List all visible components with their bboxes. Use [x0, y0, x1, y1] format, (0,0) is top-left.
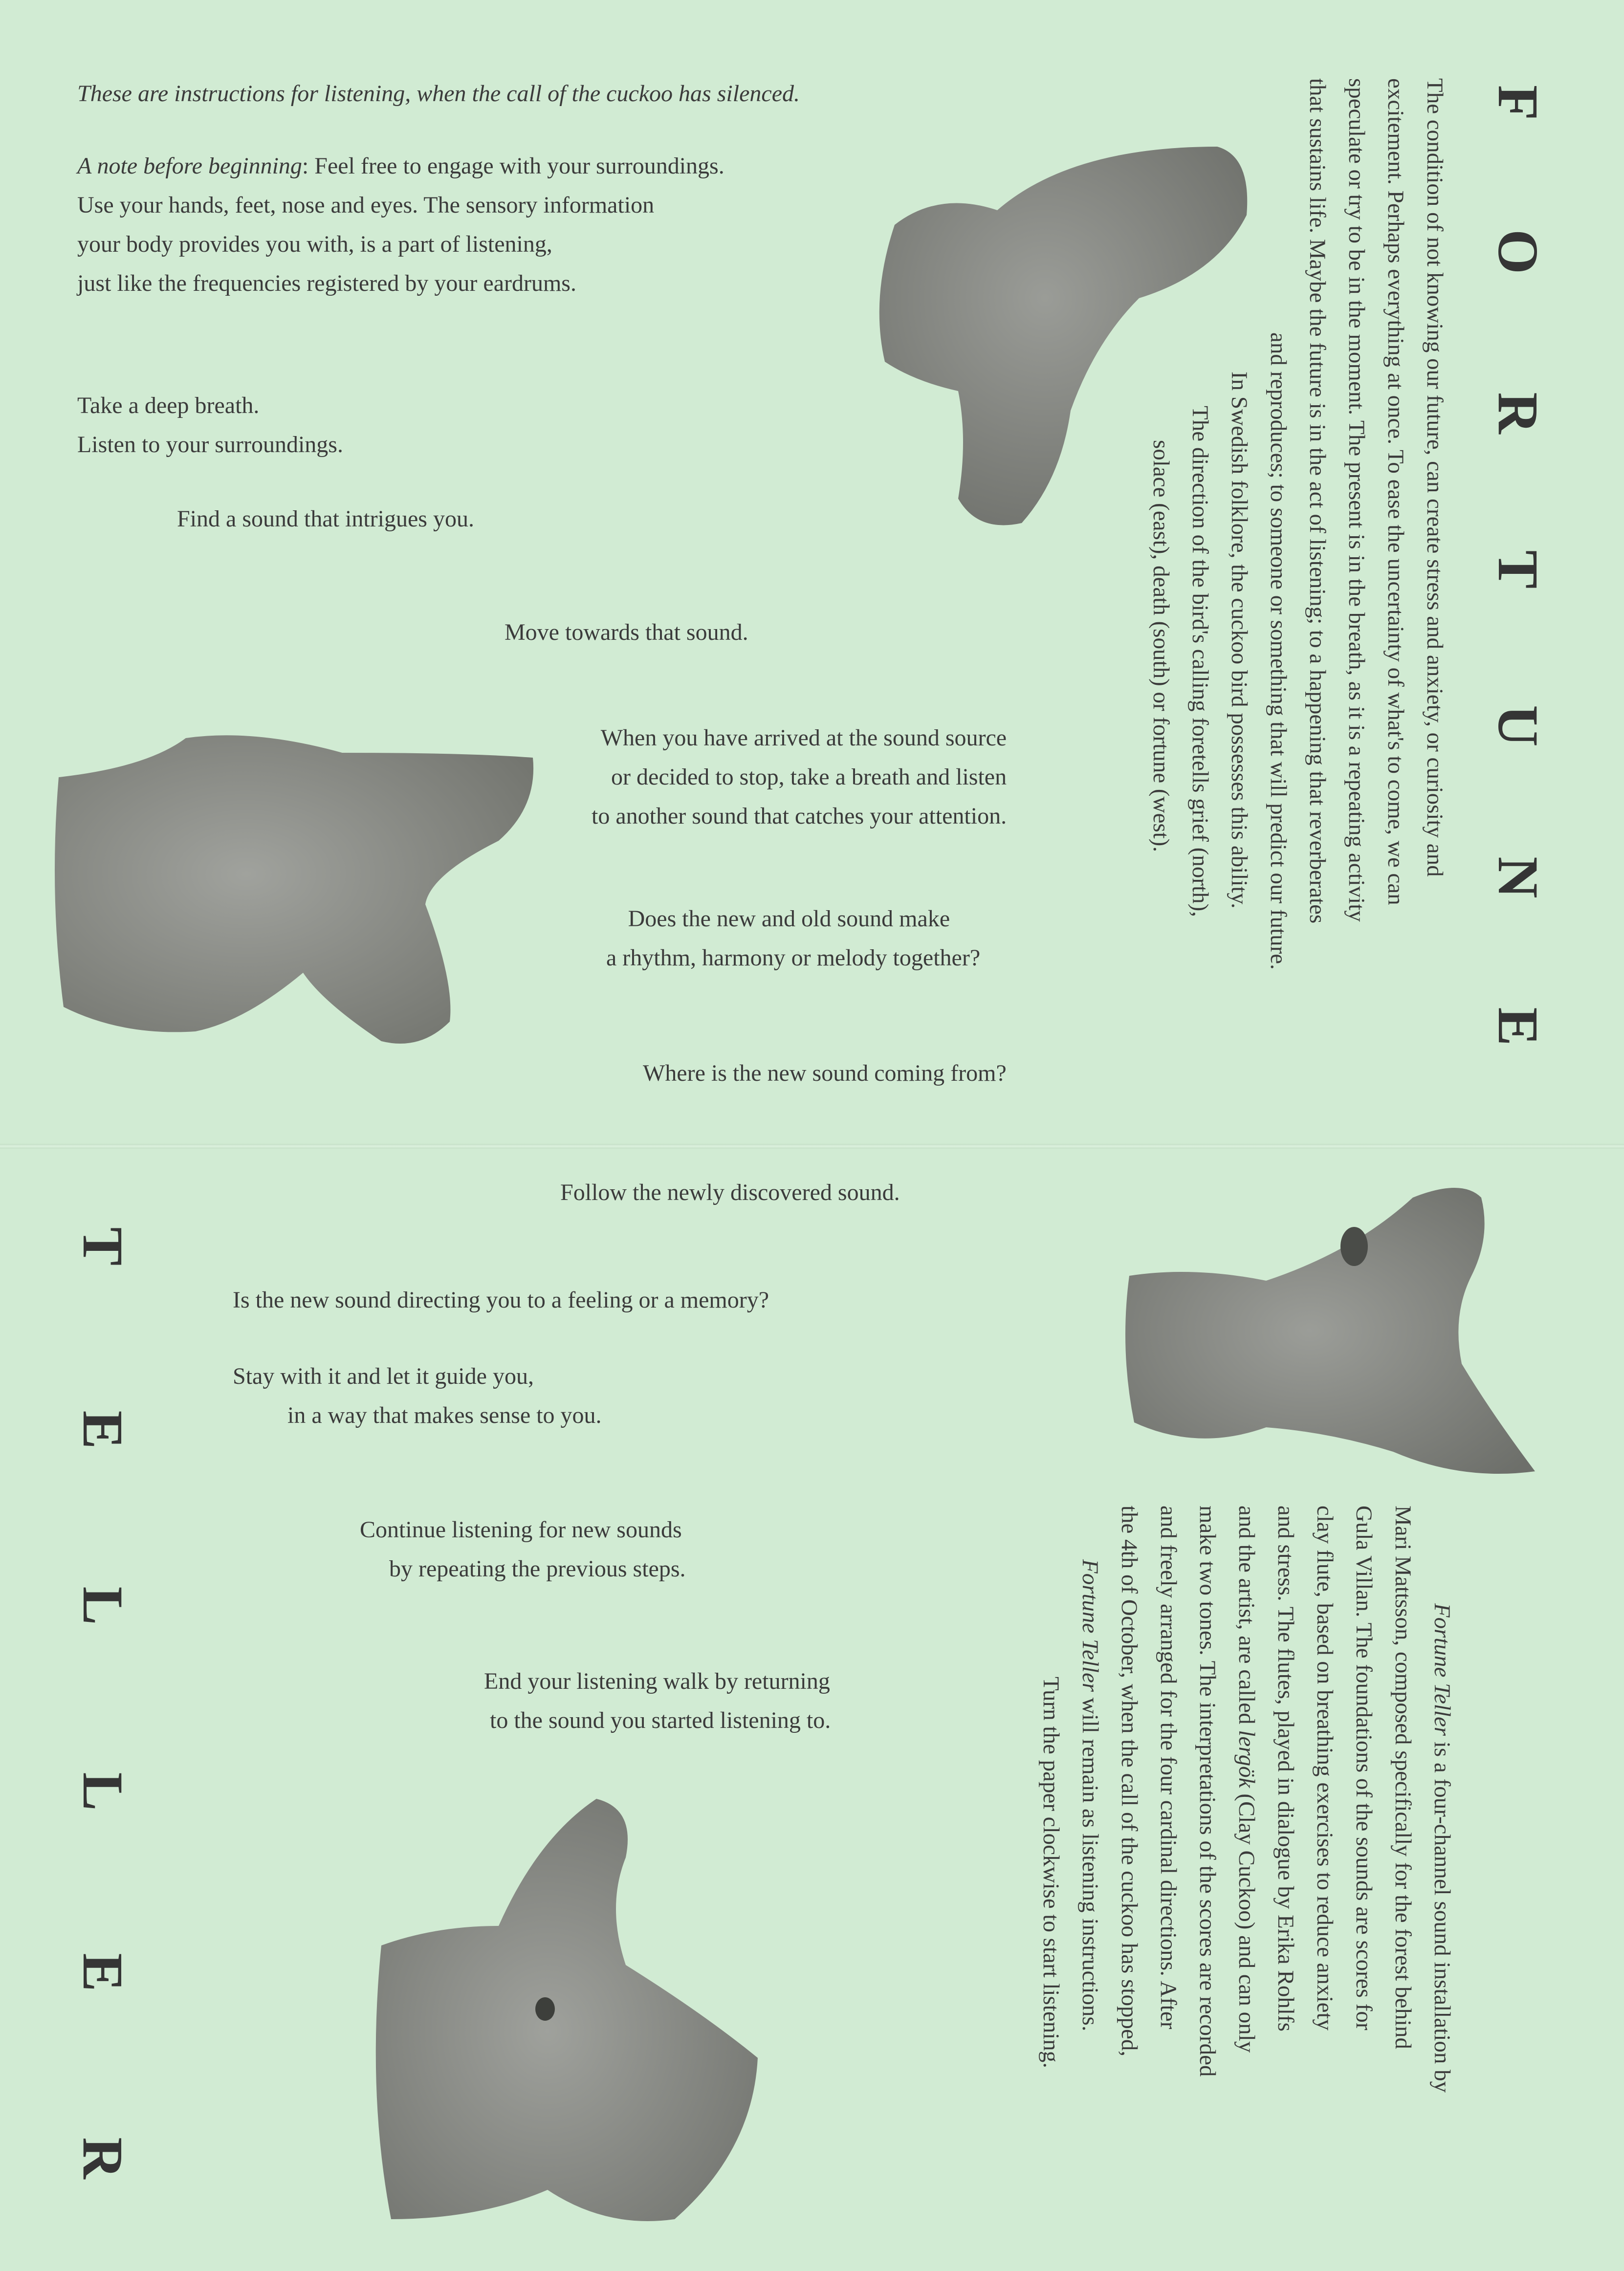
clay-flute-image-right — [1119, 1178, 1540, 1491]
where-step: Where is the new sound coming from? — [643, 1060, 1007, 1086]
lergok-word: lergök — [1234, 1730, 1259, 1788]
fortune-line-4: that sustains life. Maybe the future is in the act of listening; to a happening that reverberates — [1305, 78, 1330, 924]
clay-flute-image-bottom — [362, 1799, 772, 2229]
remain-rest: will remain as listening instructions. — [1077, 1692, 1103, 2031]
lergok-pre: and the artist, are called — [1234, 1506, 1259, 1730]
clay-flute-image-top — [865, 137, 1256, 538]
arrived-line-2: or decided to stop, take a breath and listen — [611, 764, 1007, 790]
arrived-line-1: When you have arrived at the sound source — [600, 725, 1007, 751]
breath-line-2: Listen to your surroundings. — [77, 432, 343, 458]
about-remain — [1071, 1506, 1110, 2093]
continue-step — [360, 1510, 686, 1589]
arrived-line-3: to another sound that catches your attention. — [592, 803, 1007, 829]
teller-letter-t: T — [71, 1227, 135, 1266]
fortune-line-1: The condition of not knowing our future, can create stress and anxiety, or curiosity and — [1422, 78, 1448, 877]
fortune-line-7: The direction of the bird's calling foretells grief (north), — [1187, 406, 1213, 917]
breath-step — [77, 386, 343, 464]
teller-letter-e2: E — [71, 1953, 135, 1992]
fortune-letter-r: R — [1486, 392, 1550, 434]
clay-flute-image-middle — [49, 728, 538, 1051]
note-line-3: your body provides you with, is a part of listening, — [77, 231, 552, 257]
fortune-line-5: and reproduces; to someone or something that will predict our future. — [1266, 332, 1291, 970]
continue-line-2: by repeating the previous steps. — [389, 1556, 686, 1582]
rhythm-line-1: Does the new and old sound make — [628, 906, 950, 932]
teller-letter-l1: L — [71, 1586, 135, 1625]
fortune-line-2: excitement. Perhaps everything at once. To ease the uncertainty of what's to come, we can — [1383, 78, 1408, 905]
move-step: Move towards that sound. — [505, 619, 748, 645]
about-line-7: make two tones. The interpretations of the scores are recorded — [1195, 1506, 1220, 2077]
feeling-step: Is the new sound directing you to a feeling or a memory? — [233, 1287, 769, 1313]
stay-line-2: in a way that makes sense to you. — [287, 1402, 602, 1428]
find-step: Find a sound that intrigues you. — [177, 506, 474, 532]
fortune-letter-t: T — [1486, 550, 1550, 589]
fortune-line-3: speculate or try to be in the moment. The present is in the breath, as it is a repeating activity — [1344, 78, 1369, 922]
note-line-4: just like the frequencies registered by your eardrums. — [77, 270, 576, 296]
fortune-line-8: solace (east), death (south) or fortune (west). — [1148, 440, 1174, 852]
continue-line-1: Continue listening for new sounds — [360, 1517, 682, 1543]
arrived-step — [592, 719, 1007, 836]
about-line-2: Mari Mattsson, composed specifically for the forest behind — [1390, 1506, 1416, 2050]
about-line-4: clay flute, based on breathing exercises to reduce anxiety — [1312, 1506, 1338, 2031]
fortune-letter-f: F — [1486, 85, 1550, 121]
note-line-1: : Feel free to engage with your surroundings. — [302, 153, 724, 179]
fortune-letter-n: N — [1486, 856, 1550, 898]
teller-letter-r: R — [71, 2137, 135, 2179]
about-paragraph — [1031, 1506, 1462, 2093]
end-step — [484, 1662, 831, 1740]
lergok-post: (Clay Cuckoo) and can only — [1234, 1788, 1259, 2053]
about-line-3: Gula Villan. The foundations of the sounds are scores for — [1351, 1506, 1377, 2031]
note-line-2: Use your hands, feet, nose and eyes. The sensory information — [77, 192, 655, 218]
intro-line: These are instructions for listening, when the call of the cuckoo has silenced. — [77, 81, 800, 107]
about-line-6 — [1227, 1506, 1266, 2093]
fortune-letter-u: U — [1486, 705, 1550, 747]
about-turn: Turn the paper clockwise to start listening. — [1038, 1677, 1064, 2069]
teller-letter-l2: L — [71, 1772, 135, 1811]
teller-letter-e1: E — [71, 1410, 135, 1449]
about-lead-title: Fortune Teller — [1429, 1603, 1455, 1736]
end-line-2: to the sound you started listening to. — [490, 1707, 831, 1733]
note-paragraph — [77, 147, 724, 303]
fortune-letter-e: E — [1486, 1007, 1550, 1046]
end-line-1: End your listening walk by returning — [484, 1668, 830, 1694]
stay-line-1: Stay with it and let it guide you, — [233, 1363, 534, 1389]
fortune-letter-o: O — [1486, 229, 1550, 274]
rhythm-step — [606, 899, 980, 978]
about-lead — [1423, 1506, 1462, 2093]
about-line-8: and freely arranged for the four cardinal directions. After — [1156, 1506, 1181, 2030]
paper-fold — [0, 1144, 1624, 1149]
about-lead-rest: is a four-channel sound installation by — [1429, 1736, 1455, 2093]
follow-step: Follow the newly discovered sound. — [560, 1179, 900, 1205]
fortune-line-6: In Swedish folklore, the cuckoo bird possesses this ability. — [1227, 371, 1252, 909]
stay-step — [233, 1357, 602, 1435]
rhythm-line-2: a rhythm, harmony or melody together? — [606, 945, 981, 971]
note-label: A note before beginning — [77, 153, 302, 179]
about-line-9: the 4th of October, when the call of the cuckoo has stopped, — [1117, 1506, 1142, 2057]
remain-title: Fortune Teller — [1077, 1559, 1103, 1692]
breath-line-1: Take a deep breath. — [77, 393, 260, 418]
about-line-5: and stress. The flutes, played in dialogue by Erika Rohlfs — [1273, 1506, 1298, 2031]
